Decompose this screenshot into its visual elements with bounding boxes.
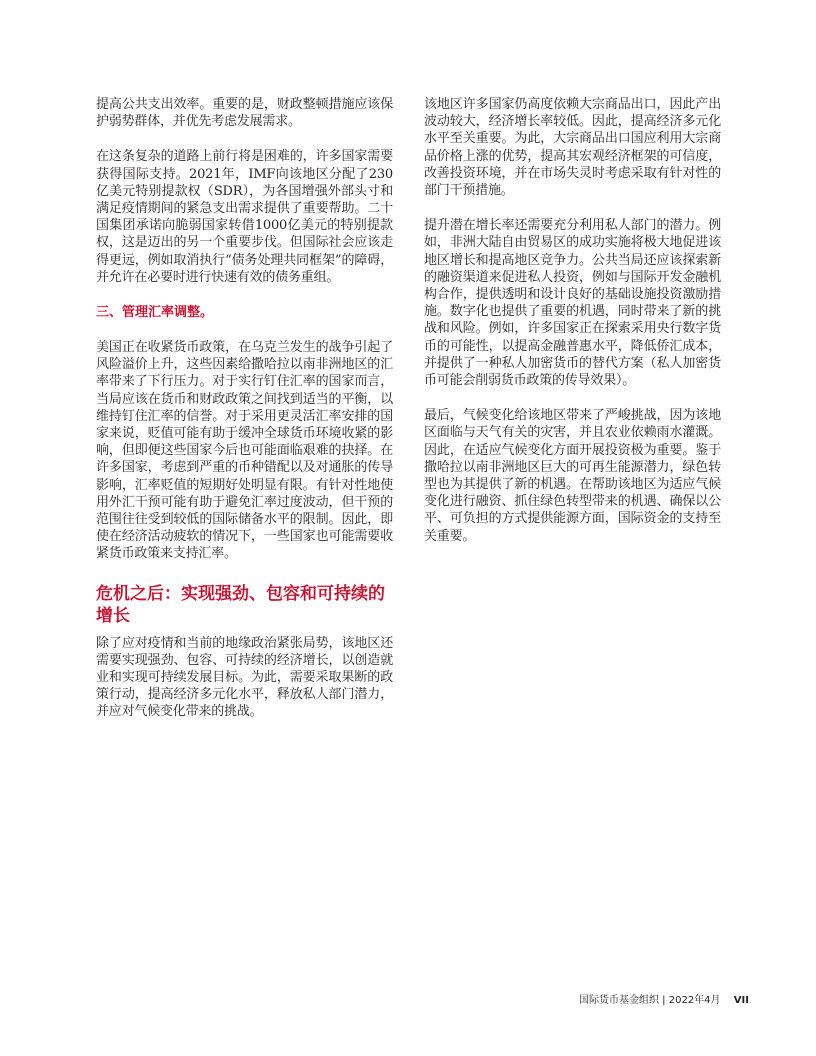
right-column: [424, 96, 721, 563]
paragraph: 在这条复杂的道路上前行将是困难的，许多国家需要获得国际支持。2021年，IMF向该地区分配了230亿美元特别提款权（SDR），为各国增强外部头寸和满足疫情期间的紧急支出需求提供了重要帮助。二十国集团承诺向脆弱国家转借1000亿美元的特别提款权，这是迈出的另一个重要步伐。但国际社会应该走得更远，例如取消执行“债务处理共同框架”的障碍，并允许在必要时进行快速有效的债务重组。: [96, 149, 393, 285]
paragraph: 美国正在收紧货币政策，在乌克兰发生的战争引起了风险溢价上升，这些因素给撒哈拉以南非洲地区的汇率带来了下行压力。对于实行钉住汇率的国家而言，当局应该在货币和财政政策之间找到适当的平衡，以维持钉住汇率的信誉。对于采用更灵活汇率安排的国家来说，贬值可能有助于缓冲全球货币环境收紧的影响，但即便这些国家今后也可能面临艰难的抉择。在许多国家，考虑到严重的币种错配以及对通胀的传导影响，汇率贬值的短期好处明显有限。有针对性地使用外汇干预可能有助于避免汇率过度波动，但干预的范围往往受到较低的国际储备水平的限制。因此，即使在经济活动疲软的情况下，一些国家也可能需要收紧货币政策来支持汇率。: [96, 340, 393, 562]
left-column: [96, 96, 393, 739]
subheading: 三、管理汇率调整。: [96, 305, 214, 321]
section-title: 危机之后：实现强劲、包容和可持续的增长: [96, 583, 385, 626]
page-footer: [579, 991, 749, 1006]
paragraph: 提升潜在增长率还需要充分利用私人部门的潜力。例如，非洲大陆自由贸易区的成功实施将极大地促进该地区增长和提高地区竞争力。公共当局还应该探索新的融资渠道来促进私人投资，例如与国际开发金融机构合作，提供透明和设计良好的基础设施投资激励措施。数字化也提供了重要的机遇，同时带来了新的挑战和风险。例如，许多国家正在探索采用央行数字货币的可能性，以提高金融普惠水平，降低侨汇成本，并提供了一种私人加密货币的替代方案（私人加密货币可能会削弱货币政策的传导效果）。: [424, 218, 721, 389]
paragraph: 提高公共支出效率。重要的是，财政整顿措施应该保护弱势群体，并优先考虑发展需求。: [96, 97, 393, 130]
paragraph: 除了应对疫情和当前的地缘政治紧张局势，该地区还需要实现强劲、包容、可持续的经济增长，以创造就业和实现可持续发展目标。为此，需要采取果断的政策行动，提高经济多元化水平，释放私人部门潜力，并应对气候变化带来的挑战。: [96, 635, 393, 720]
paragraph: 最后，气候变化给该地区带来了严峻挑战，因为该地区面临与天气有关的灾害，并且农业依赖雨水灌溉。因此，在适应气候变化方面开展投资极为重要。鉴于撒哈拉以南非洲地区巨大的可再生能源潜力，绿色转型也为其提供了新的机遇。在帮助该地区为适应气候变化进行融资、抓住绿色转型带来的机遇、确保以公平、可负担的方式提供能源方面，国际资金的支持至关重要。: [424, 408, 721, 544]
page-number: VII: [733, 995, 749, 1006]
paragraph: 该地区许多国家仍高度依赖大宗商品出口，因此产出波动较大，经济增长率较低。因此，提高经济多元化水平至关重要。为此，大宗商品出口国应利用大宗商品价格上涨的优势，提高其宏观经济框架的可信度，改善投资环境，并在市场失灵时考虑采取有针对性的部门干预措施。: [424, 97, 721, 199]
publication-info: 国际货币基金组织 | 2022年4月: [579, 995, 721, 1006]
